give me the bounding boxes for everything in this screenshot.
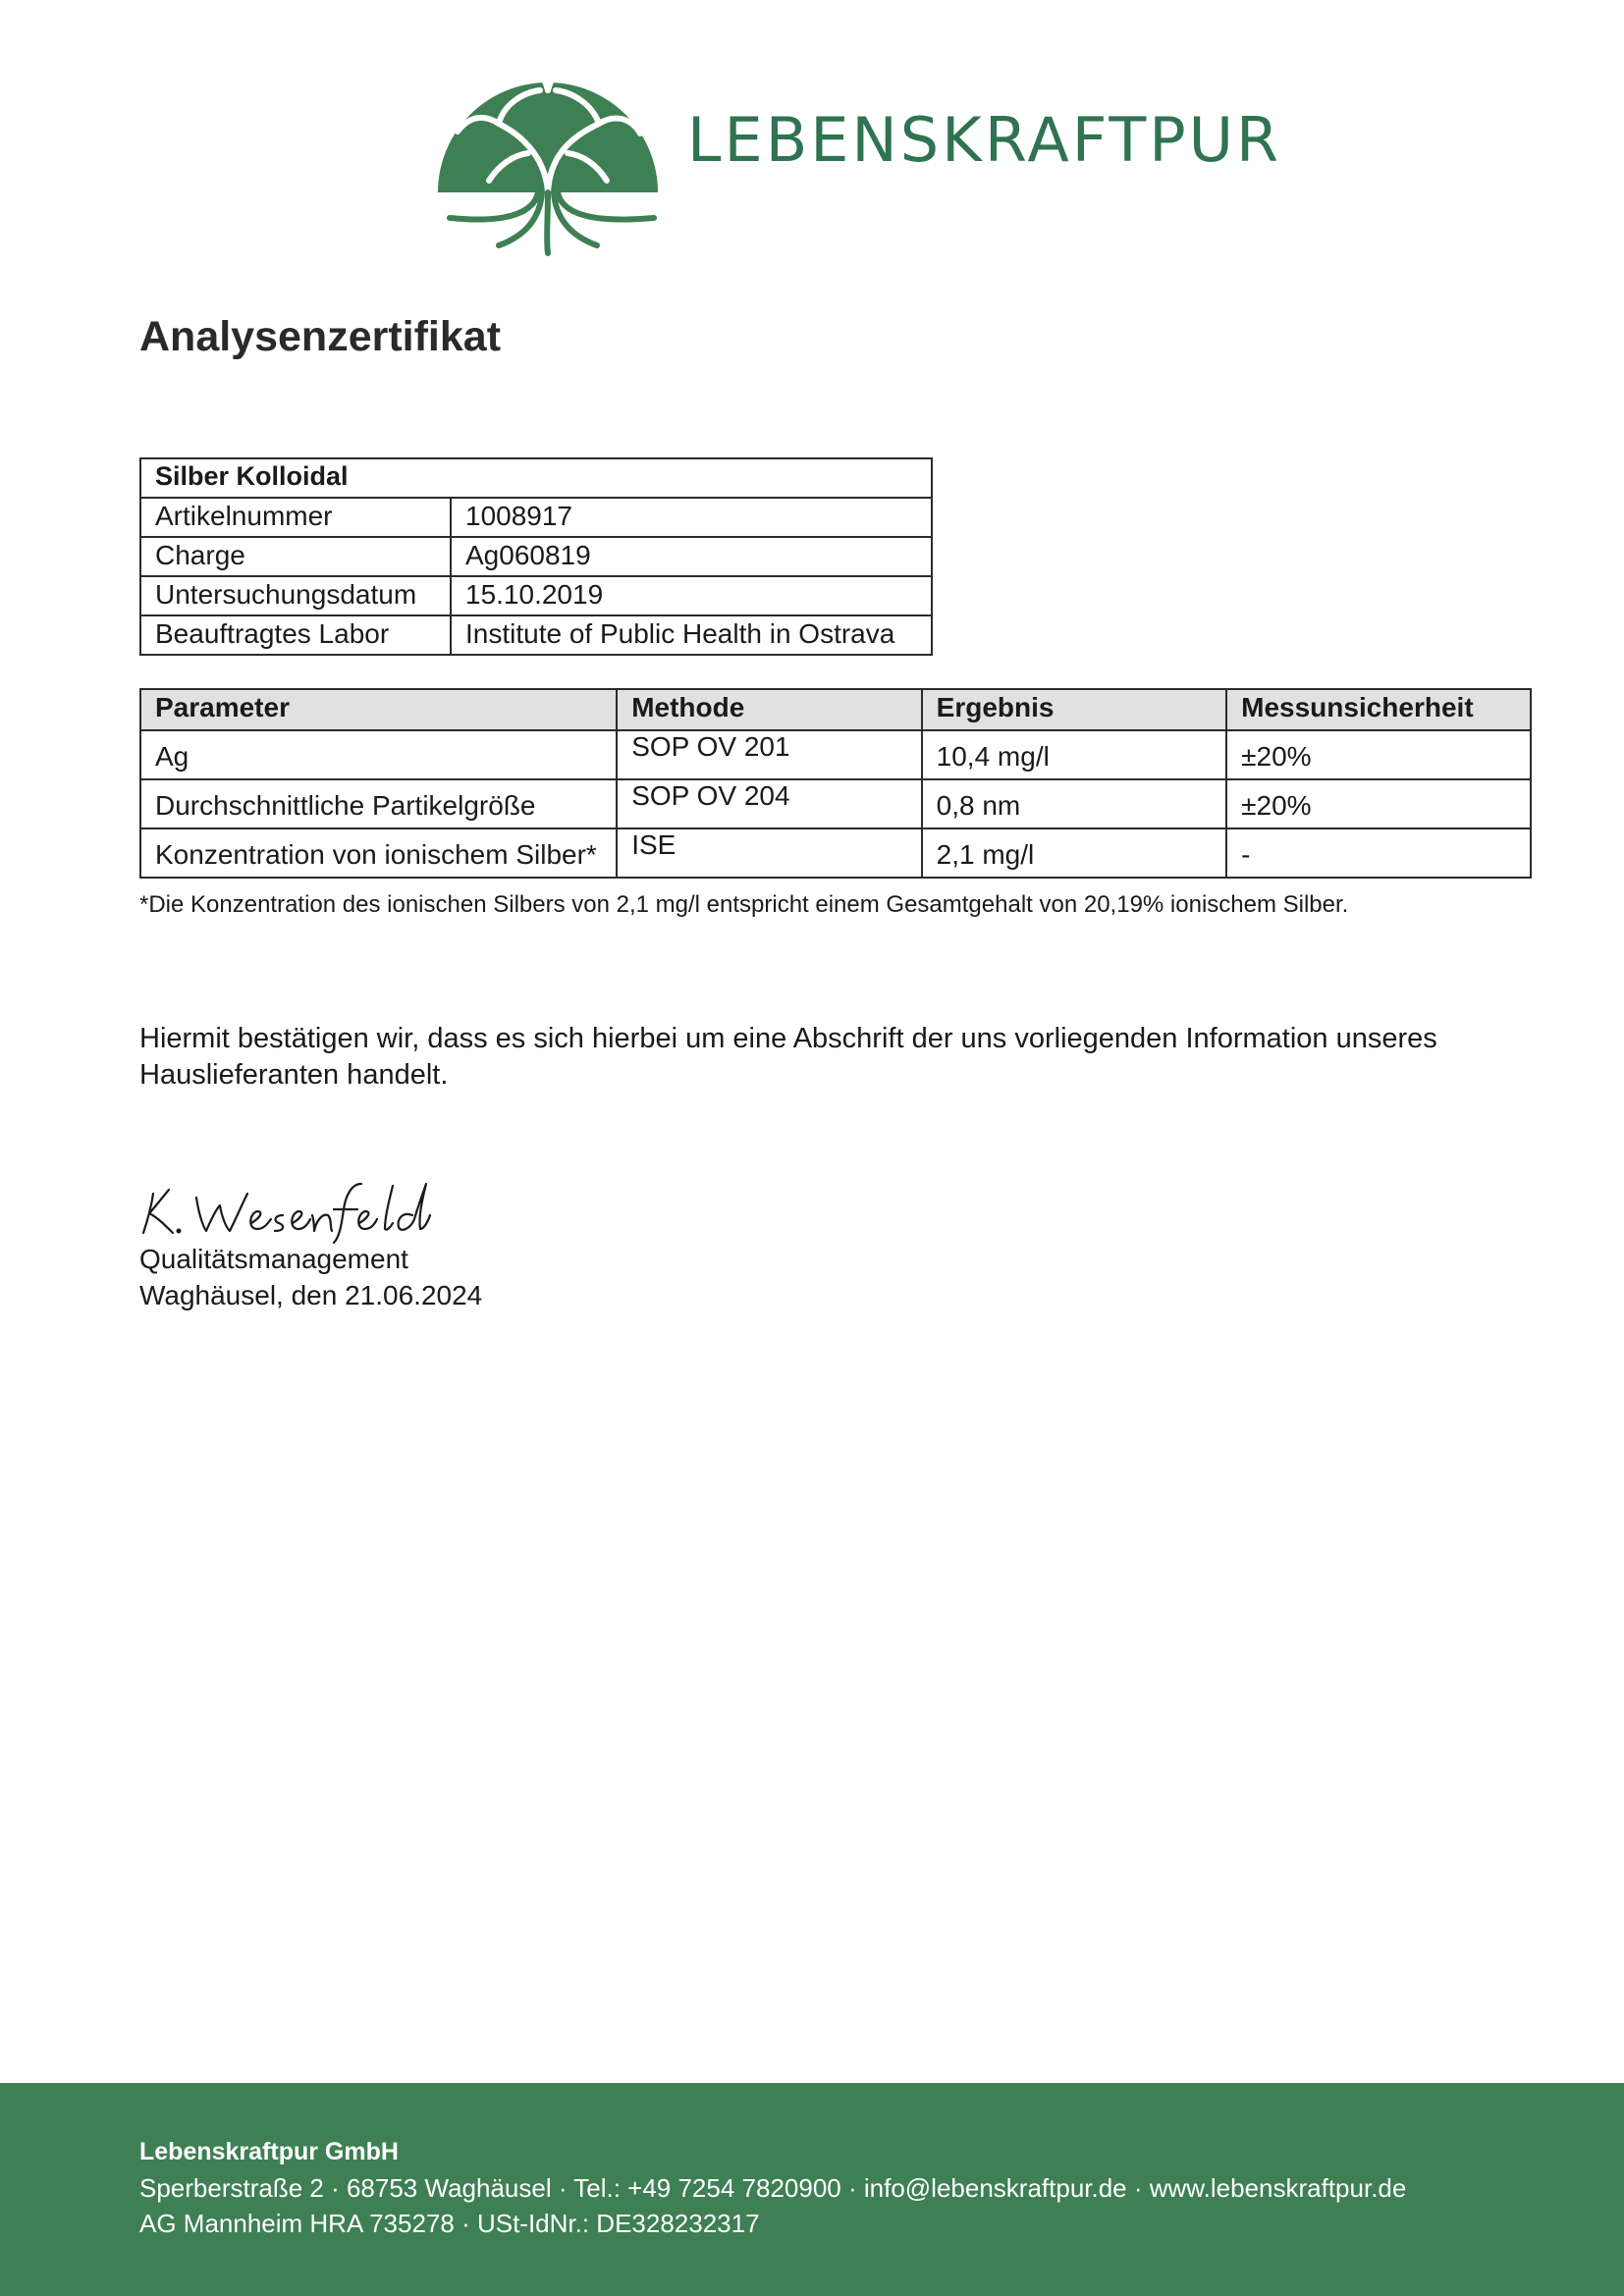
results-table (139, 688, 1532, 879)
table-row (140, 576, 932, 615)
uncertainty-cell: - (1226, 828, 1531, 878)
parameter-cell: Konzentration von ionischem Silber* (140, 828, 617, 878)
method-cell: ISE (617, 828, 921, 878)
table-row (140, 828, 1531, 878)
table-row (140, 537, 932, 576)
row-label: Artikelnummer (140, 498, 451, 537)
page-footer (0, 2083, 1624, 2296)
parameter-cell: Ag (140, 730, 617, 779)
confirmation-text: Hiermit bestätigen wir, dass es sich hierbei um eine Abschrift der uns vorliegenden Information unseres Hauslieferanten handelt. (139, 1023, 1437, 1091)
product-name: Silber Kolloidal (140, 458, 932, 498)
brand-name: LEBENSKRAFTPUR (687, 104, 1282, 176)
table-row (140, 730, 1531, 779)
tree-roots-logo (430, 45, 666, 256)
signatory-department: Qualitätsmanagement (139, 1244, 408, 1274)
column-header: Messunsicherheit (1226, 689, 1531, 730)
method-cell: SOP OV 201 (617, 730, 921, 779)
method-cell: SOP OV 204 (617, 779, 921, 828)
row-label: Untersuchungsdatum (140, 576, 451, 615)
table-row (140, 779, 1531, 828)
footer-registry: AG Mannheim HRA 735278 · USt-IdNr.: DE328232317 (139, 2209, 760, 2238)
place-date: Waghäusel, den 21.06.2024 (139, 1280, 483, 1310)
row-value: 15.10.2019 (451, 576, 932, 615)
footer-address: Sperberstraße 2 · 68753 Waghäusel · Tel.: +49 7254 7820900 · info@lebenskraftpur.de · www.lebenskraftpur.de (139, 2173, 1407, 2203)
table-header-row (140, 689, 1531, 730)
table-row (140, 615, 932, 655)
table-row (140, 498, 932, 537)
column-header: Parameter (140, 689, 617, 730)
column-header: Methode (617, 689, 921, 730)
row-label: Beauftragtes Labor (140, 615, 451, 655)
result-cell: 2,1 mg/l (922, 828, 1226, 878)
handwritten-signature (139, 1176, 434, 1245)
footer-company: Lebenskraftpur GmbH (139, 2138, 399, 2165)
table-row (140, 458, 932, 498)
row-value: Ag060819 (451, 537, 932, 576)
result-cell: 0,8 nm (922, 779, 1226, 828)
column-header: Ergebnis (922, 689, 1226, 730)
row-value: Institute of Public Health in Ostrava (451, 615, 932, 655)
parameter-cell: Durchschnittliche Partikelgröße (140, 779, 617, 828)
row-value: 1008917 (451, 498, 932, 537)
uncertainty-cell: ±20% (1226, 730, 1531, 779)
result-cell: 10,4 mg/l (922, 730, 1226, 779)
document-title: Analysenzertifikat (139, 313, 502, 360)
footnote: *Die Konzentration des ionischen Silbers von 2,1 mg/l entspricht einem Gesamtgehalt von 20,19% ionischem Silber. (139, 891, 1349, 918)
product-info-table (139, 457, 933, 656)
uncertainty-cell: ±20% (1226, 779, 1531, 828)
row-label: Charge (140, 537, 451, 576)
